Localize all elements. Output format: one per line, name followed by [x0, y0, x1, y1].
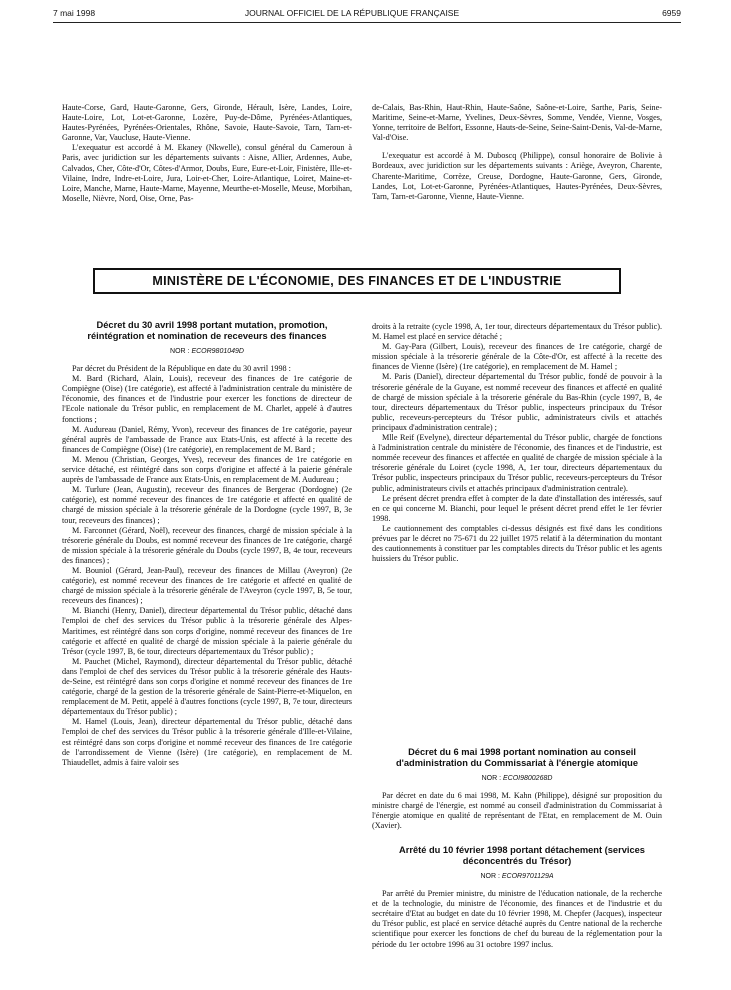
paragraph: M. Hamel (Louis, Jean), directeur départemental du Trésor public, détaché dans l'emploi de chef des services du Trésor public à la trésorerie générale d'Ille-et-Vilaine, est réintégré dans son corps d'origine et nommé receveur des finances de 1re catégorie de l'arrondissement de Vienne (Isère) (1re catégorie), en remplacement de M. Thiaudellet, admis à faire valoir ses [62, 717, 352, 767]
nor-label: NOR : [170, 348, 190, 355]
paragraph: L'exequatur est accordé à M. Duboscq (Philippe), consul honoraire de Bolivie à Bordeaux, avec juridiction sur les départements suivants : Ariège, Aveyron, Charente, Charente-Maritime, Corrèze, Creuse, Dordogne, Haute-Garonne, Gers, Gironde, Landes, Lot, Lot-et-Garonne, Pyrénées-Atlantiques, Hautes-Pyrénées, Deux-Sèvres, Tarn, Tarn-et-Garonne, Vienne, Haute-Vienne. [372, 151, 662, 201]
paragraph: Par arrêté du Premier ministre, du ministre de l'éducation nationale, de la recherche et de la technologie, du ministre de l'économie, des finances et de l'industrie et du secrétaire d'Etat au budget en date du 10 février 1998, M. Chepfer (Jacques), inspecteur du Trésor public, est placé en service détaché auprès du Centre national de la recherche scientifique pour exercer les fonctions de chef du bureau de la réglementation pour la période du 1er octobre 1996 au 31 octobre 1997 inclus. [372, 889, 662, 949]
top-right-column [372, 103, 662, 202]
paragraph: Le cautionnement des comptables ci-dessus désignés est fixé dans les conditions prévues par le décret no 75-671 du 22 juillet 1975 relatif à la détermination du montant des cautionnements à constituer par les comptables directs du Trésor public et les agents huissiers du Trésor public. [372, 523, 662, 564]
paragraph: M. Pauchet (Michel, Raymond), directeur départemental du Trésor public, détaché dans l'emploi de chef des services du Trésor public à la trésorerie générale des Hauts-de-Seine, est réintégré dans son corps d'origine et nommé receveur des finances de 1re catégorie, chargé de la gestion de la trésorerie générale de Saint-Pierre-et-Miquelon, en remplacement de M. Petit, appelé à d'autres fonctions (cycle 1997, B, 7e tour, directeurs départementaux du Trésor public) ; [62, 656, 352, 717]
paragraph: M. Bouniol (Gérard, Jean-Paul), receveur des finances de Millau (Aveyron) (2e catégorie), est nommé receveur des finances de 1re catégorie et affecté en qualité de chargé de mission spéciale à la trésorerie générale de l'Aveyron (cycle 1997, B, 5e tour, receveurs des finances) ; [62, 565, 352, 606]
paragraph: L'exequatur est accordé à M. Ekaney (Nkwelle), consul général du Cameroun à Paris, avec juridiction sur les départements suivants : Aisne, Allier, Ardennes, Aube, Calvados, Cher, Côte-d'Or, Côtes-d'Armor, Doubs, Eure, Eure-et-Loir, Finistère, Ille-et-Vilaine, Indre, Indre-et-Loire, Jura, Loir-et-Cher, Loire-Atlantique, Loiret, Maine-et-Loire, Manche, Marne, Haute-Marne, Mayenne, Meurthe-et-Moselle, Meuse, Morbihan, Moselle, Nièvre, Nord, Oise, Orne, Pas- [62, 143, 352, 203]
running-header [53, 8, 681, 22]
paragraph: M. Menou (Christian, Georges, Yves), receveur des finances de 1re catégorie en service détaché, est réintégré dans son corps d'origine et affecté à la paierie générale auprès de l'ambassade de France aux Etats-Unis, en remplacement de M. Audureau ; [62, 454, 352, 485]
paragraph: M. Gay-Para (Gilbert, Louis), receveur des finances de 1re catégorie, chargé de mission spéciale à la trésorerie générale de la Côte-d'Or, est affecté à la recette des finances de Vienne (Isère) (1re catégorie), en remplacement de M. Hamel ; [372, 342, 662, 372]
paragraph: M. Farconnet (Gérard, Noël), receveur des finances, chargé de mission spéciale à la trésorerie générale du Doubs, est nommé receveur des finances de 1re catégorie, chargé de mission spéciale à la trésorerie générale du Doubs (cycle 1997, B, 4e tour, receveurs des finances) ; [62, 525, 352, 565]
decree2-nor [372, 774, 662, 784]
paragraph: Par décret en date du 6 mai 1998, M. Kahn (Philippe), désigné sur proposition du ministre chargé de l'énergie, est nommé au conseil d'administration du Commissariat à l'énergie atomique en qualité de représentant de l'Etat, en remplacement de M. Ouin (Xavier). [372, 791, 662, 831]
decree1-title: Décret du 30 avril 1998 portant mutation, promotion, réintégration et nomination de receveurs des finances [87, 320, 328, 341]
paragraph: M. Paris (Daniel), directeur départemental du Trésor public, fondé de pouvoir à la trésorerie générale de la Guyane, est nommé receveur des finances et affecté en qualité de chargé de mission spéciale à la trésorerie générale du Bas-Rhin (cycle 1997, B, 4e tour, directeurs départementaux du Trésor public, inspecteurs principaux du Trésor public, receveurs-percepteurs du Trésor public, administrateurs civils et attachés principaux d'administration centrale) ; [372, 372, 662, 432]
decree1-left-column [62, 320, 352, 768]
header-page-number: 6959 [662, 8, 681, 18]
paragraph: M. Turlure (Jean, Augustin), receveur des finances de Bergerac (Dordogne) (2e catégorie), est nommé receveur des finances de 1re catégorie et affecté en qualité de chargé de mission spéciale à la trésorerie générale de la Dordogne (cycle 1997, B, 3e tour, receveurs des finances) ; [62, 485, 352, 525]
top-left-column [62, 103, 352, 204]
ministry-banner: MINISTÈRE DE L'ÉCONOMIE, DES FINANCES ET DE L'INDUSTRIE [93, 268, 621, 294]
decree3-section [372, 845, 662, 950]
nor-code: ECOI9800268D [502, 775, 553, 782]
paragraph: M. Audureau (Daniel, Rémy, Yvon), receveur des finances de 1re catégorie, payeur général auprès de l'ambassade de France aux Etats-Unis, est affecté à la recette des finances de Compiègne (Oise) (1re catégorie), en remplacement de M. Bard ; [62, 424, 352, 454]
paragraph: M. Bianchi (Henry, Daniel), directeur départemental du Trésor public, détaché dans l'emploi de chef des services du Trésor public à la trésorerie générale des Alpes-Maritimes, est réintégré dans son corps d'origine, nommé receveur des finances de 1re catégorie et affecté en qualité de chargé de mission spéciale à la paierie générale du Trésor (cycle 1997, B, 6e tour, directeurs départementaux du Trésor public) ; [62, 606, 352, 656]
header-journal-title: JOURNAL OFFICIEL DE LA RÉPUBLIQUE FRANÇAISE [244, 8, 460, 18]
decree3-title: Arrêté du 10 février 1998 portant détachement (services déconcentrés du Trésor) [399, 845, 645, 866]
paragraph: M. Bard (Richard, Alain, Louis), receveur des finances de 1re catégorie de Compiègne (Oise) (1re catégorie), est affecté à l'administration centrale du ministère de l'économie, des finances et de l'industrie pour exercer les fonctions de directeur de l'Ecole nationale du Trésor public, en remplacement de M. Charlet, appelé à d'autres fonctions ; [62, 374, 352, 424]
paragraph: droits à la retraite (cycle 1998, A, 1er tour, directeurs départementaux du Trésor public). M. Hamel est placé en service détaché ; [372, 322, 662, 342]
decree2-title: Décret du 6 mai 1998 portant nomination au conseil d'administration du Commissariat à l'énergie atomique [395, 747, 639, 768]
paragraph: de-Calais, Bas-Rhin, Haut-Rhin, Haute-Saône, Saône-et-Loire, Sarthe, Paris, Seine-Maritime, Seine-et-Marne, Yvelines, Deux-Sèvres, Somme, Vendée, Vienne, Vosges, Yonne, territoire de Belfort, Essonne, Hauts-de-Seine, Seine-Saint-Denis, Val-de-Marne, Val-d'Oise. [372, 103, 662, 143]
header-rule [53, 22, 681, 23]
header-date: 7 mai 1998 [53, 8, 96, 18]
decree1-right-column [372, 322, 662, 564]
decree1-nor [62, 347, 352, 357]
paragraph: Le présent décret prendra effet à compter de la date d'installation des intéressés, sauf en ce qui concerne M. Bianchi, pour lequel le présent décret prend effet le 1er février 1998. [372, 493, 662, 523]
nor-label: NOR : [481, 775, 502, 782]
paragraph: Mlle Reif (Evelyne), directeur départemental du Trésor public, chargée de fonctions à l'administration centrale du ministère de l'économie, des finances et de l'industrie, est nommée receveur des finances et affectée en qualité de chargée de mission spéciale à la trésorerie générale du Loiret (cycle 1998, A, 1er tour, directeurs départementaux du Trésor public, inspecteurs principaux du Trésor public, receveurs-percepteurs du Trésor public, administrateurs civils et attachés principaux d'administration centrale). [372, 433, 662, 493]
paragraph: Haute-Corse, Gard, Haute-Garonne, Gers, Gironde, Hérault, Isère, Landes, Loire, Haute-Loire, Lot, Lot-et-Garonne, Lozère, Puy-de-Dôme, Pyrénées-Atlantiques, Hautes-Pyrénées, Pyrénées-Orientales, Rhône, Savoie, Haute-Savoie, Tarn, Tarn-et-Garonne, Var, Vaucluse, Haute-Vienne. [62, 103, 352, 143]
nor-label: NOR : [480, 873, 500, 880]
decree2-section [372, 747, 662, 831]
decree3-nor [372, 872, 662, 882]
paragraph: Par décret du Président de la République en date du 30 avril 1998 : [72, 364, 291, 374]
nor-code: ECOR9701129A [501, 873, 554, 880]
nor-code: ECOR9801049D [191, 348, 244, 355]
